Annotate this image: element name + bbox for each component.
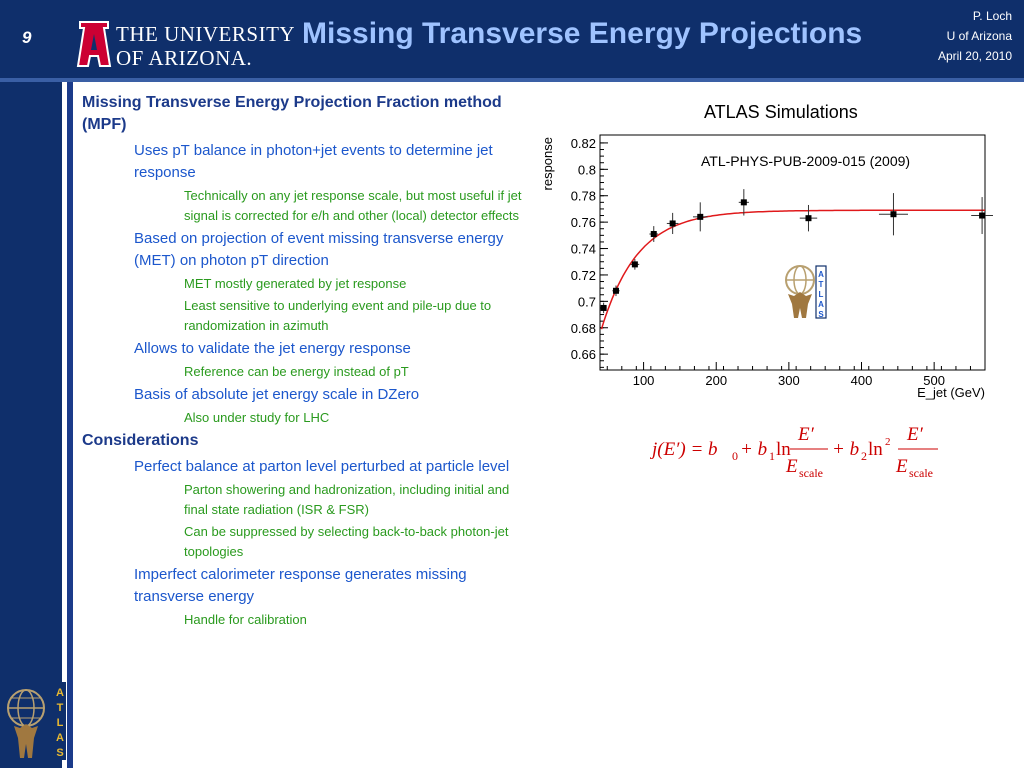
x-tick-label: 400 <box>850 373 873 388</box>
formula-ln: ln <box>776 439 791 460</box>
bullet-level-3: Also under study for LHC <box>184 410 330 425</box>
formula-ln2: ln <box>868 439 883 460</box>
bullet-level-2: Allows to validate the jet energy response <box>134 340 411 357</box>
formula-square: 2 <box>885 436 891 448</box>
formula-numerator: E′ <box>798 424 814 445</box>
data-point <box>979 213 985 219</box>
y-tick-label: 0.74 <box>570 241 596 257</box>
bullet-level-3: Technically on any jet response scale, but most useful if jet signal is corrected for e/h and other (local) detector effects <box>184 188 522 223</box>
atlas-letter: A <box>56 687 64 699</box>
plot-frame <box>600 135 985 370</box>
university-logo <box>76 16 296 72</box>
formula-plus-b1: + b <box>740 439 768 460</box>
x-tick-label: 300 <box>778 373 800 388</box>
formula-sub-b0: 0 <box>732 449 738 463</box>
bullet-level-2: Basis of absolute jet energy scale in DZero <box>134 386 420 403</box>
header-divider <box>0 78 1024 82</box>
formula-sub-b1: 1 <box>769 449 775 463</box>
y-tick-label: 0.8 <box>577 162 596 178</box>
formula-lhs: j(E′) = b <box>652 439 718 460</box>
data-point <box>613 288 619 294</box>
y-tick-label: 0.76 <box>570 215 596 231</box>
formula-sub-scale: scale <box>799 466 823 480</box>
formula-denominator: E <box>896 456 908 477</box>
data-point <box>632 261 638 267</box>
arizona-a-icon <box>76 16 112 70</box>
data-point <box>670 220 676 226</box>
atlas-letter: A <box>818 270 824 279</box>
formula-plus-b2: + b <box>832 439 860 460</box>
data-point <box>890 211 896 217</box>
atlas-letter: S <box>818 310 824 319</box>
bullet-level-3: Reference can be energy instead of pT <box>184 364 409 379</box>
atlas-logo-icon <box>2 678 72 766</box>
university-name-line1: THE UNIVERSITY <box>116 22 296 46</box>
bullet-level-3: Least sensitive to underlying event and pile-up due to randomization in azimuth <box>184 298 492 333</box>
bullet-level-3: Handle for calibration <box>184 612 307 627</box>
bullet-level-2: Perfect balance at parton level perturbed at particle level <box>134 458 510 475</box>
slide-meta <box>938 6 1012 66</box>
slide-title: Missing Transverse Energy Projections <box>302 17 863 50</box>
y-axis-label: response <box>540 137 555 191</box>
bullet-level-3: MET mostly generated by jet response <box>184 276 407 291</box>
bullet-level-2: Imperfect calorimeter response generates missing transverse energy <box>134 566 467 605</box>
x-tick-label: 500 <box>923 373 946 388</box>
sidebar <box>0 82 62 768</box>
y-tick-label: 0.66 <box>570 347 596 363</box>
atlas-letter: L <box>56 717 64 729</box>
formula-sub-b2: 2 <box>861 449 867 463</box>
x-axis-label: E_jet (GeV) <box>917 385 985 400</box>
bullet-list <box>82 92 522 632</box>
chart-title: ATLAS Simulations <box>704 102 858 122</box>
data-point <box>697 214 703 220</box>
atlas-letter: A <box>56 732 64 744</box>
bullet-level-1: Considerations <box>82 432 199 449</box>
page-number: 9 <box>22 28 32 47</box>
author: P. Loch <box>972 9 1012 23</box>
atlas-letter: S <box>56 747 64 759</box>
sidebar-accent <box>67 82 73 768</box>
bullet-level-3: Parton showering and hadronization, including initial and final state radiation (ISR & FSR) <box>184 482 510 517</box>
formula-numerator: E′ <box>907 424 923 445</box>
atlas-letter: A <box>818 300 824 309</box>
bullet-level-2: Based on projection of event missing transverse energy (MET) on photon pT direction <box>134 230 504 269</box>
bullet-level-2: Uses pT balance in photon+jet events to determine jet response <box>134 142 493 181</box>
response-chart <box>535 125 995 405</box>
y-tick-label: 0.68 <box>570 320 596 336</box>
response-formula <box>648 417 948 487</box>
data-point <box>651 231 657 237</box>
affiliation: U of Arizona <box>946 29 1012 43</box>
x-tick-label: 100 <box>632 373 655 388</box>
bullet-level-3: Can be suppressed by selecting back-to-back photon-jet topologies <box>184 524 509 559</box>
university-name-line2: OF ARIZONA. <box>116 46 253 70</box>
data-point <box>601 305 607 311</box>
atlas-letter: L <box>818 290 824 299</box>
formula-sub-scale: scale <box>909 466 933 480</box>
x-tick-label: 200 <box>705 373 728 388</box>
y-tick-label: 0.78 <box>570 188 596 204</box>
y-tick-label: 0.82 <box>570 135 596 151</box>
bullet-level-1: Missing Transverse Energy Projection Fraction method (MPF) <box>82 94 502 133</box>
data-point <box>741 199 747 205</box>
atlas-letter: T <box>56 702 64 714</box>
y-tick-label: 0.72 <box>570 267 596 283</box>
atlas-letter: T <box>818 280 824 289</box>
data-point <box>805 215 811 221</box>
formula-denominator: E <box>786 456 798 477</box>
y-tick-label: 0.7 <box>577 294 596 310</box>
date: April 20, 2010 <box>937 49 1012 63</box>
chart-annotation: ATL-PHYS-PUB-2009-015 (2009) <box>701 153 911 169</box>
